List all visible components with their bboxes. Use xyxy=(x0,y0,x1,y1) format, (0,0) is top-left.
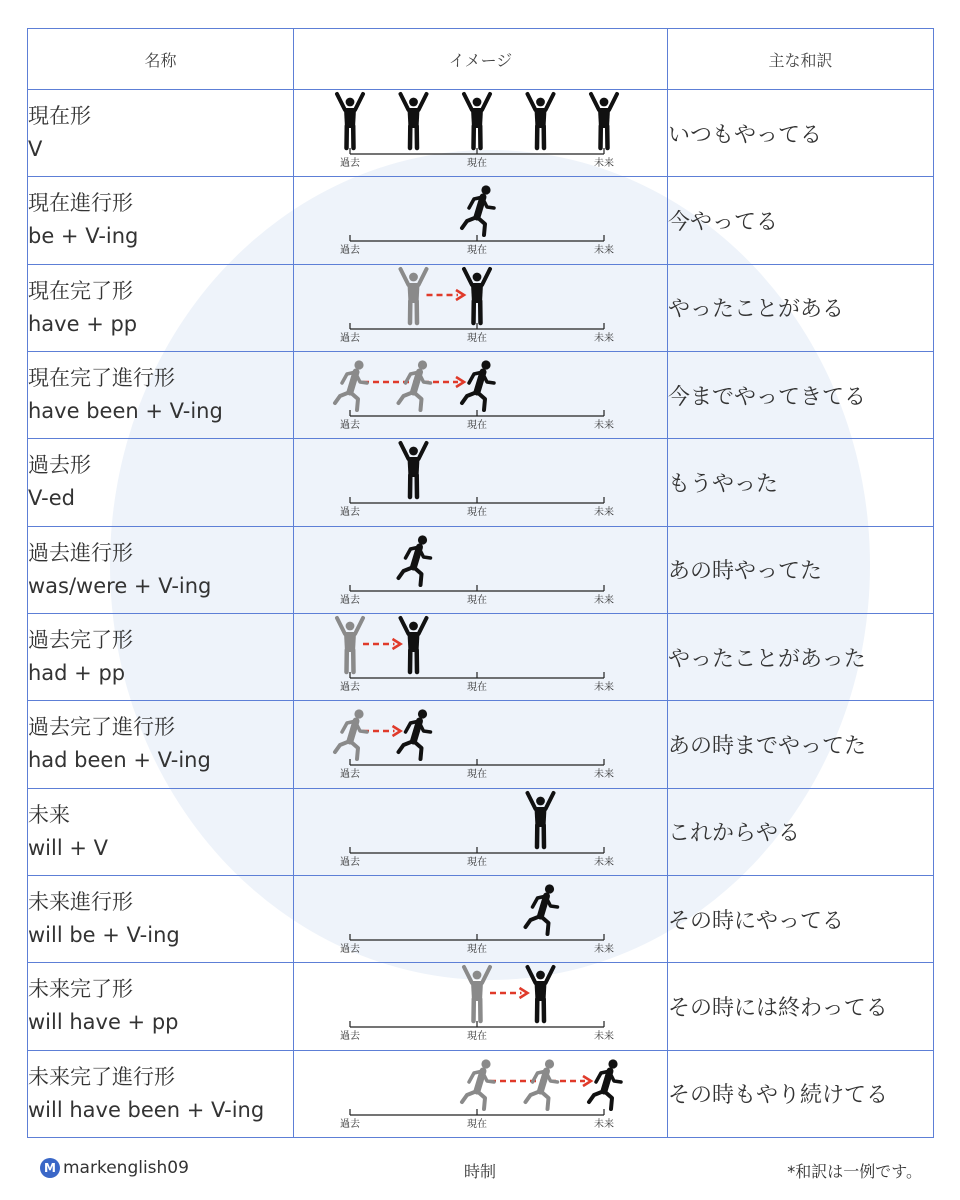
footer-note: *和訳は一例です。 xyxy=(787,1162,922,1181)
timeline-diagram xyxy=(294,177,668,263)
tense-formula: have + pp xyxy=(28,311,138,336)
timeline-image-cell xyxy=(294,177,668,264)
timeline-diagram xyxy=(294,614,668,700)
axis-label-present: 現在 xyxy=(467,682,487,694)
standing-person-icon xyxy=(337,618,363,672)
table-row xyxy=(28,264,934,351)
m-logo-icon: M xyxy=(40,1158,60,1178)
table-row xyxy=(28,963,934,1050)
axis-label-future: 未来 xyxy=(594,332,614,344)
tense-formula: will + V xyxy=(28,835,108,860)
translation: これからやる xyxy=(668,788,934,875)
running-person-icon xyxy=(526,885,558,935)
timeline-image-cell xyxy=(294,351,668,438)
axis-label-past: 過去 xyxy=(340,507,360,519)
tense-name-cell xyxy=(28,526,294,613)
tense-formula: will have been + V-ing xyxy=(28,1097,265,1122)
axis-label-past: 過去 xyxy=(340,1118,360,1130)
translation: いつもやってる xyxy=(668,90,934,177)
tense-formula: had been + V-ing xyxy=(28,748,211,773)
axis-label-present: 現在 xyxy=(467,769,487,781)
tense-name: 過去形 xyxy=(28,453,91,478)
translation: 今までやってきてる xyxy=(668,351,934,438)
progress-arrow xyxy=(427,290,465,300)
standing-person-icon xyxy=(464,94,490,148)
tense-name-cell xyxy=(28,613,294,700)
tense-name: 未来進行形 xyxy=(28,890,133,915)
translation: その時にやってる xyxy=(668,875,934,962)
table-body xyxy=(28,90,934,1138)
axis-label-future: 未来 xyxy=(594,245,614,257)
table-row xyxy=(28,875,934,962)
axis-label-future: 未来 xyxy=(594,944,614,956)
tense-name: 未来 xyxy=(28,802,70,827)
standing-person-icon xyxy=(401,618,427,672)
timeline-diagram xyxy=(294,352,668,438)
axis-label-present: 現在 xyxy=(467,245,487,257)
axis-label-present: 現在 xyxy=(467,1031,487,1043)
tense-name: 現在進行形 xyxy=(28,191,133,216)
standing-person-icon xyxy=(401,269,427,323)
header-image: イメージ xyxy=(294,29,668,90)
running-person-icon xyxy=(462,361,494,411)
tense-name-cell xyxy=(28,177,294,264)
axis-label-past: 過去 xyxy=(340,594,360,606)
table-header-row xyxy=(28,29,934,90)
axis-label-past: 過去 xyxy=(340,682,360,694)
progress-arrow xyxy=(363,639,401,649)
timeline-diagram xyxy=(294,527,668,613)
standing-person-icon xyxy=(464,269,490,323)
tense-name: 過去完了進行形 xyxy=(28,715,175,740)
timeline-diagram xyxy=(294,876,668,962)
timeline-image-cell xyxy=(294,701,668,788)
standing-person-icon xyxy=(401,94,427,148)
running-person-icon xyxy=(462,186,494,236)
axis-label-past: 過去 xyxy=(340,856,360,868)
tense-name-cell xyxy=(28,439,294,526)
timeline-image-cell xyxy=(294,1050,668,1137)
axis-label-past: 過去 xyxy=(340,1031,360,1043)
table-row xyxy=(28,701,934,788)
axis-label-future: 未来 xyxy=(594,420,614,432)
axis-label-present: 現在 xyxy=(467,1118,487,1130)
axis-label-future: 未来 xyxy=(594,856,614,868)
table-row xyxy=(28,1050,934,1137)
header-name: 名称 xyxy=(28,29,294,90)
axis-label-present: 現在 xyxy=(467,420,487,432)
timeline-diagram xyxy=(294,963,668,1049)
table-row xyxy=(28,526,934,613)
timeline-diagram xyxy=(294,701,668,787)
axis-label-future: 未来 xyxy=(594,594,614,606)
standing-person-icon xyxy=(591,94,617,148)
axis-label-future: 未来 xyxy=(594,1118,614,1130)
timeline-diagram xyxy=(294,439,668,525)
tense-table xyxy=(27,28,934,1138)
axis-label-past: 過去 xyxy=(340,332,360,344)
header-translation: 主な和訳 xyxy=(668,29,934,90)
running-person-icon xyxy=(462,1059,494,1109)
footer xyxy=(0,1152,960,1188)
running-person-icon xyxy=(399,710,431,760)
tense-name-cell xyxy=(28,701,294,788)
translation: その時には終わってる xyxy=(668,963,934,1050)
tense-formula: be + V-ing xyxy=(28,224,139,249)
axis-label-past: 過去 xyxy=(340,420,360,432)
timeline-image-cell xyxy=(294,963,668,1050)
tense-name-cell xyxy=(28,264,294,351)
tense-name: 現在形 xyxy=(28,104,91,129)
axis-label-past: 過去 xyxy=(340,769,360,781)
tense-name: 未来完了形 xyxy=(28,977,133,1002)
table-row xyxy=(28,439,934,526)
timeline-image-cell xyxy=(294,90,668,177)
tense-name: 過去完了形 xyxy=(28,628,133,653)
timeline-image-cell xyxy=(294,875,668,962)
running-person-icon xyxy=(399,535,431,585)
standing-person-icon xyxy=(528,793,554,847)
axis-label-present: 現在 xyxy=(467,594,487,606)
running-person-icon xyxy=(526,1059,558,1109)
tense-name: 過去進行形 xyxy=(28,540,133,565)
axis-label-past: 過去 xyxy=(340,245,360,257)
translation: やったことがある xyxy=(668,264,934,351)
running-person-icon xyxy=(399,361,431,411)
table-row xyxy=(28,177,934,264)
table-row xyxy=(28,613,934,700)
timeline-image-cell xyxy=(294,788,668,875)
progress-arrow xyxy=(490,988,528,998)
timeline-image-cell xyxy=(294,264,668,351)
axis-label-future: 未来 xyxy=(594,507,614,519)
timeline-diagram xyxy=(294,90,668,176)
tense-formula: will have + pp xyxy=(28,1010,179,1035)
progress-arrow xyxy=(363,726,401,736)
tense-name-cell xyxy=(28,351,294,438)
standing-person-icon xyxy=(528,94,554,148)
axis-label-past: 過去 xyxy=(340,944,360,956)
tense-formula: had + pp xyxy=(28,661,126,686)
timeline-diagram xyxy=(294,789,668,875)
tense-name: 現在完了進行形 xyxy=(28,366,175,391)
axis-label-future: 未来 xyxy=(594,1031,614,1043)
brand-handle: markenglish09 xyxy=(63,1158,189,1178)
tense-name: 未来完了進行形 xyxy=(28,1064,175,1089)
axis-label-present: 現在 xyxy=(467,856,487,868)
tense-formula: V xyxy=(28,137,43,162)
translation: あの時やってた xyxy=(668,526,934,613)
tense-name-cell xyxy=(28,90,294,177)
axis-label-future: 未来 xyxy=(594,682,614,694)
tense-name: 現在完了形 xyxy=(28,278,133,303)
running-person-icon xyxy=(335,361,367,411)
table-row xyxy=(28,90,934,177)
timeline-diagram xyxy=(294,265,668,351)
tense-formula: was/were + V-ing xyxy=(28,573,212,598)
standing-person-icon xyxy=(337,94,363,148)
standing-person-icon xyxy=(528,967,554,1021)
standing-person-icon xyxy=(401,443,427,497)
translation: 今やってる xyxy=(668,177,934,264)
tense-name-cell xyxy=(28,963,294,1050)
standing-person-icon xyxy=(464,967,490,1021)
axis-label-present: 現在 xyxy=(467,944,487,956)
footer-caption: 時制 xyxy=(463,1162,496,1181)
translation: やったことがあった xyxy=(668,613,934,700)
table-row xyxy=(28,351,934,438)
axis-label-future: 未来 xyxy=(594,158,614,170)
translation: あの時までやってた xyxy=(668,701,934,788)
tense-name-cell xyxy=(28,1050,294,1137)
timeline-image-cell xyxy=(294,613,668,700)
timeline-image-cell xyxy=(294,439,668,526)
tense-formula: V-ed xyxy=(28,486,75,511)
timeline-image-cell xyxy=(294,526,668,613)
axis-label-past: 過去 xyxy=(340,158,360,170)
axis-label-present: 現在 xyxy=(467,332,487,344)
axis-label-future: 未来 xyxy=(594,769,614,781)
axis-label-present: 現在 xyxy=(467,158,487,170)
tense-formula: will be + V-ing xyxy=(28,923,180,948)
tense-name-cell xyxy=(28,788,294,875)
running-person-icon xyxy=(589,1059,621,1109)
tense-formula: have been + V-ing xyxy=(28,399,223,424)
timeline-diagram xyxy=(294,1051,668,1137)
table-row xyxy=(28,788,934,875)
translation: もうやった xyxy=(668,439,934,526)
running-person-icon xyxy=(335,710,367,760)
axis-label-present: 現在 xyxy=(467,507,487,519)
translation: その時もやり続けてる xyxy=(668,1050,934,1137)
tense-name-cell xyxy=(28,875,294,962)
